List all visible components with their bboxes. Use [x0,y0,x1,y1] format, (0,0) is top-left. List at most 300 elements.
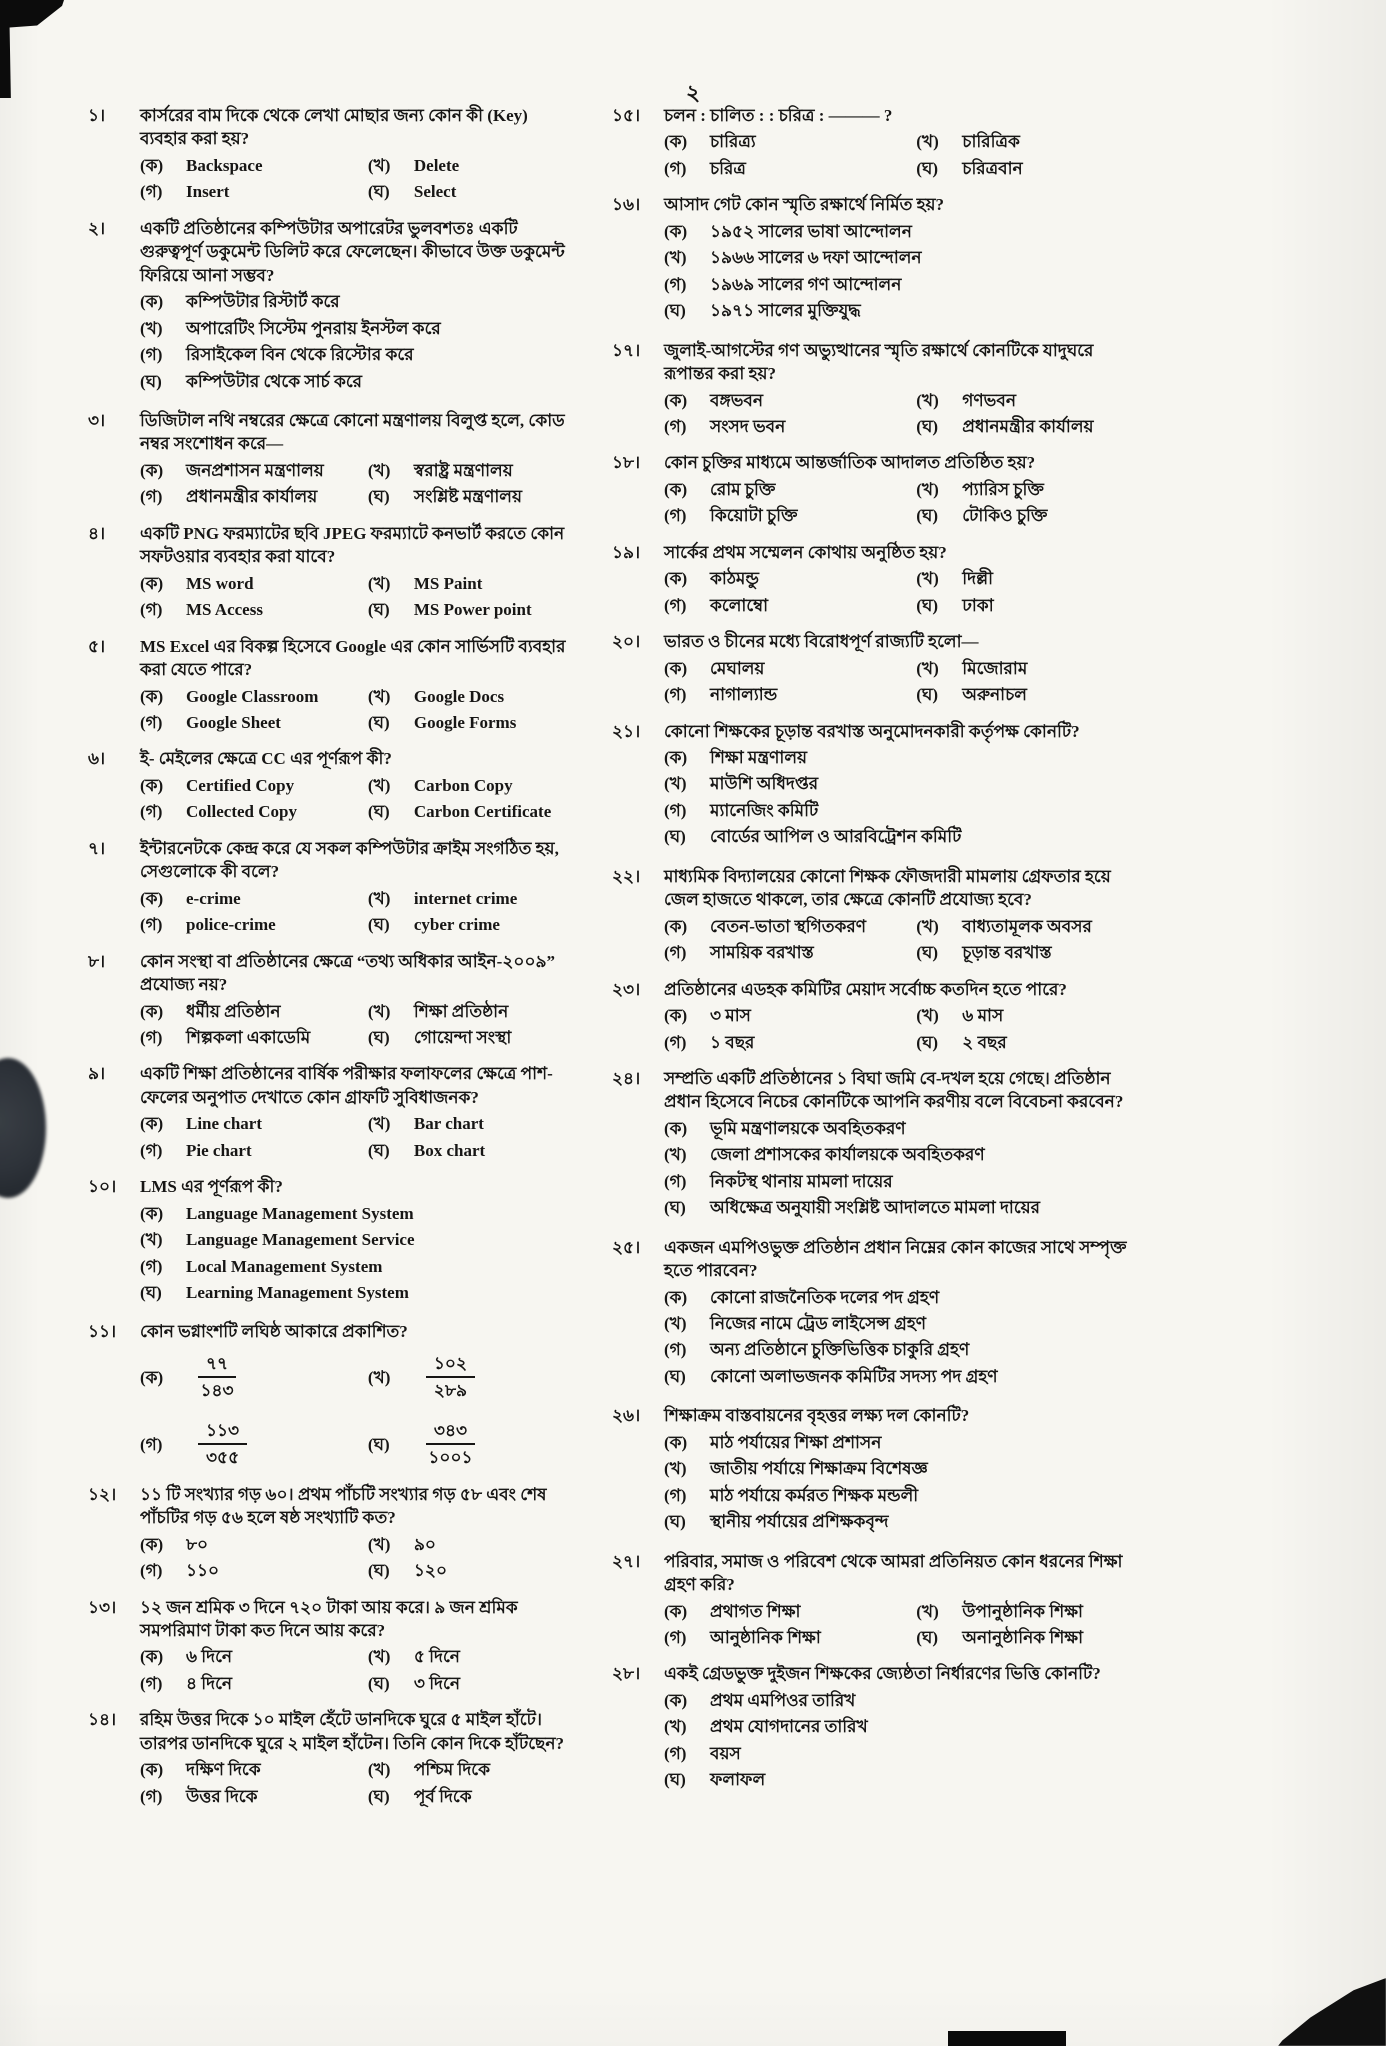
option-text: চরিত্র [710,158,746,178]
option-label: (খ) [367,686,391,706]
option [916,594,1140,617]
option-label: (গ) [140,487,163,507]
option-text: সাময়িক বরখাস্ত [710,943,814,963]
option [916,1600,1140,1623]
option-group [140,1112,570,1162]
option-text: MS Paint [413,573,483,593]
option-label: (ক) [664,569,688,589]
option-label: (খ) [367,1534,391,1554]
fraction [426,1419,475,1470]
option [664,1600,916,1623]
question-body [664,104,1140,180]
question-text: সার্কের প্রথম সম্মেলন কোথায় অনুষ্ঠিত হয়? [664,542,947,562]
option-group [664,478,1140,528]
option-text: Local Management System [186,1256,383,1276]
option-label: (ঘ) [664,1198,686,1218]
option-text: MS word [186,573,254,593]
question-body [664,865,1140,965]
option-text: Google Classroom [186,686,319,706]
option [368,913,570,936]
option-label: (গ) [140,1434,163,1454]
question [88,1320,570,1469]
option-text: ২ বছর [962,1032,1007,1052]
question [88,1708,570,1808]
option [140,1559,368,1582]
option [664,1170,1140,1193]
option [140,774,368,797]
question-text: কোন সংস্থা বা প্রতিষ্ঠানের ক্ষেত্রে “তথ্য অধিকার আইন-২০০৯” প্রযোজ্য নয়? [140,951,556,995]
option-text: ১৯৫২ সালের ভাষা আন্দোলন [710,221,912,241]
option-label: (খ) [916,569,939,589]
option [140,800,368,823]
question-number: ২৭। [612,1551,641,1571]
option-label: (গ) [664,1171,687,1191]
question [612,1550,1140,1650]
option-text: জাতীয় পর্যায়ে শিক্ষাক্রম বিশেষজ্ঞ [710,1459,928,1479]
option [368,1645,570,1668]
option-text: internet crime [413,888,518,908]
option-text: নিজের নামে ট্রেড লাইসেন্স গ্রহণ [710,1314,927,1334]
option [916,157,1140,180]
option-label: (ক) [664,658,688,678]
option [140,317,570,340]
question-number: ৬। [88,749,106,769]
option [368,887,570,910]
question-body [664,541,1140,617]
option [140,1785,368,1808]
option [664,1338,1140,1361]
question-body [664,1236,1140,1392]
fraction-denominator: ৩৫৫ [206,1448,240,1468]
option-text: চারিত্র্য [710,132,756,152]
option [140,1202,570,1225]
option-label: (ঘ) [367,712,390,732]
question-text: পরিবার, সমাজ ও পরিবেশ থেকে আমরা প্রতিনিয়ত কোন ধরনের শিক্ষা গ্রহণ করি? [664,1551,1123,1595]
question-number: ১১। [88,1322,117,1342]
option-text: মিজোরাম [962,658,1028,678]
option [664,1431,1140,1454]
question-body [664,1550,1140,1650]
option-label: (খ) [367,1760,391,1780]
option-label: (ঘ) [140,371,162,391]
option [664,389,916,412]
fraction-numerator: ১০২ [426,1352,475,1378]
option-text: Learning Management System [186,1283,409,1303]
option-label: (ঘ) [367,600,390,620]
option-label: (খ) [367,888,391,908]
option-text: রিসাইকেল বিন থেকে রিস্টোর করে [186,345,414,365]
fraction-numerator: ৭৭ [198,1352,236,1378]
option-label: (ঘ) [916,595,939,615]
question-number: ৭। [88,838,106,858]
option-text: বয়স [710,1743,741,1763]
option-label: (ক) [140,292,164,312]
option-label: (খ) [367,775,391,795]
option [368,459,570,482]
option [368,572,570,595]
option-text: ৬ দিনে [186,1647,233,1667]
question [88,1596,570,1696]
option-label: (ক) [140,686,164,706]
option-text: মেঘালয় [710,658,765,678]
option [916,941,1140,964]
option [368,1559,570,1582]
option [368,711,570,734]
question-text: ১২ জন শ্রমিক ৩ দিনে ৭২০ টাকা আয় করে। ৯ জন শ্রমিক সমপরিমাণ টাকা কত দিনে আয় করে? [140,1597,518,1641]
option-label: (ক) [140,460,164,480]
option-label: (গ) [140,712,163,732]
option [916,567,1140,590]
option [140,913,368,936]
option-label: (খ) [367,573,391,593]
option-text: Google Docs [413,686,505,706]
option [664,1742,1140,1765]
option-label: (ঘ) [916,1628,939,1648]
option-label: (খ) [367,1114,391,1134]
question-text: একটি শিক্ষা প্রতিষ্ঠানের বার্ষিক পরীক্ষার ফলাফলের ক্ষেত্রে পাশ-ফেলের অনুপাত দেখাতে কোন গ্রাফটি সুবিধাজনক? [140,1064,553,1107]
question-text: প্রতিষ্ঠানের এডহক কমিটির মেয়াদ সর্বোচ্চ কতদিন হতে পারে? [664,979,1067,999]
option-label: (ঘ) [916,685,939,705]
option-text: রোম চুক্তি [710,479,776,499]
option-group [664,1431,1140,1534]
option-group [664,220,1140,323]
question-text: একই গ্রেডভুক্ত দুইজন শিক্ষকের জ্যেষ্ঠতা নির্ধারণের ভিত্তি কোনটি? [664,1664,1101,1684]
option [368,685,570,708]
question [612,978,1140,1054]
option-group [140,1202,570,1305]
option-label: (ক) [140,1203,164,1223]
option-label: (ক) [664,479,688,499]
option-text: Line chart [186,1114,263,1134]
question-text: জুলাই-আগস্টের গণ অভ্যুত্থানের স্মৃতি রক্ষার্থে কোনটিকে যাদুঘরে রূপান্তর করা হয়? [664,340,1094,384]
option-text: Google Sheet [186,712,281,732]
option [140,1645,368,1668]
option-text: ৯০ [413,1534,436,1554]
option-text: ঢাকা [962,595,994,615]
option [664,1484,1140,1507]
option-label: (ক) [664,1118,688,1138]
question-body [664,193,1140,325]
question-number: ১৮। [612,453,641,473]
option [916,1031,1140,1054]
option-text: Select [413,182,457,202]
option [664,1312,1140,1335]
option [664,657,916,680]
option-label: (গ) [140,1140,163,1160]
option [664,1196,1140,1219]
option-label: (ঘ) [367,802,390,822]
option-text: চারিত্রিক [962,132,1020,152]
option [664,1715,1140,1738]
option-text: স্বরাষ্ট্র মন্ত্রণালয় [413,460,513,480]
option-text: ১৯৬৬ সালের ৬ দফা আন্দোলন [710,248,922,268]
question [88,409,570,509]
option-text: নাগাল্যান্ড [710,685,778,705]
question-body [664,1404,1140,1536]
question [88,635,570,735]
question-text: শিক্ষাক্রম বাস্তবায়নের বৃহত্তর লক্ষ্য দল কোনটি? [664,1406,970,1426]
option [368,1000,570,1023]
option-text: Box chart [413,1140,486,1160]
option-text: ৬ মাস [962,1006,1004,1026]
option-text: ফলাফল [710,1770,766,1790]
option-label: (ঘ) [916,158,939,178]
option [664,594,916,617]
option-label: (খ) [140,1230,163,1250]
option-text: ৮০ [186,1534,209,1554]
option-group [140,1533,570,1583]
question-number: ২। [88,218,106,238]
option-group [664,1600,1140,1650]
question-number: ২৫। [612,1237,641,1257]
option-label: (খ) [916,1006,939,1026]
option-label: (ঘ) [367,1027,390,1047]
option [368,1785,570,1808]
option [664,1457,1140,1480]
question [88,1483,570,1583]
option-text: পশ্চিম দিকে [413,1760,490,1780]
option [664,1626,916,1649]
option-label: (খ) [664,774,687,794]
option [664,1689,1140,1712]
option-text: Language Management System [186,1203,414,1223]
option-label: (খ) [664,1314,687,1334]
question-number: ৪। [88,523,106,543]
option [916,389,1140,412]
question-body [140,522,570,622]
option-label: (ঘ) [367,1561,390,1581]
page-number: ২ [685,80,701,105]
option [916,683,1140,706]
option-label: (খ) [367,1001,391,1021]
option-text: ১৯৬৯ সালের গণ আন্দোলন [710,274,902,294]
option-group [140,774,570,824]
option-label: (ঘ) [367,487,390,507]
option-group [664,1286,1140,1389]
option-group [664,657,1140,707]
question-text: সম্প্রতি একটি প্রতিষ্ঠানের ১ বিঘা জমি বে-দখল হয়ে গেছে। প্রতিষ্ঠান প্রধান হিসেবে নিচের কোনটিকে আপনি করণীয় বলে বিবেচনা করবেন? [664,1068,1124,1112]
option-text: অপারেটিং সিস্টেম পুনরায় ইনস্টল করে [186,318,441,338]
option-label: (খ) [664,248,687,268]
option-label: (খ) [664,1145,687,1165]
option-label: (ক) [140,1001,164,1021]
option [664,1004,916,1027]
question-text: ভারত ও চীনের মধ্যে বিরোধপূর্ণ রাজ্যটি হলো— [664,632,979,652]
option [140,1000,368,1023]
option [916,130,1140,153]
option-text: Carbon Copy [413,775,513,795]
option [140,1352,368,1403]
option-label: (ক) [140,1647,164,1667]
question-text: ১১ টি সংখ্যার গড় ৬০। প্রথম পাঁচটি সংখ্যার গড় ৫৮ এবং শেষ পাঁচটির গড় ৫৬ হলে ষষ্ঠ সংখ্যাটি কত? [140,1484,547,1528]
option [140,598,368,621]
option-text: জেলা প্রশাসকের কার্যালয়কে অবহিতকরণ [710,1145,985,1165]
fraction-numerator: ১১৩ [198,1419,247,1445]
option-label: (ক) [664,221,688,241]
option-text: চূড়ান্ত বরখাস্ত [962,943,1052,963]
question-text: চলন : চালিত : : চরিত্র : ——— ? [664,106,893,125]
option [916,657,1140,680]
question-text: MS Excel এর বিকল্প হিসেবে Google এর কোন সার্ভিসটি ব্যবহার করা যেতে পারে? [140,636,566,680]
question [612,1067,1140,1223]
option-label: (ঘ) [367,1786,390,1806]
option-text: অরুনাচল [962,685,1027,705]
option-text: দক্ষিণ দিকে [186,1760,261,1780]
question-number: ২৪। [612,1068,641,1088]
option-label: (ক) [140,573,164,593]
option-text: শিল্পকলা একাডেমি [186,1027,311,1047]
option-label: (গ) [140,1786,163,1806]
option-label: (গ) [140,802,163,822]
option [140,1228,570,1251]
option-text: Pie chart [186,1140,252,1160]
option-text: অন্য প্রতিষ্ঠানে চুক্তিভিত্তিক চাকুরি গ্রহণ [710,1340,970,1360]
question-number: ১৬। [612,195,641,215]
option-text: প্রথাগত শিক্ষা [710,1601,801,1621]
option-text: ১ বছর [710,1032,755,1052]
question-body [140,409,570,509]
option-text: প্রথম যোগদানের তারিখ [710,1717,868,1737]
option-label: (খ) [367,1647,391,1667]
option [664,246,1140,269]
option-text: মাঠ পর্যায়ের শিক্ষা প্রশাসন [710,1432,882,1452]
option [664,567,916,590]
option [368,1026,570,1049]
option [664,1365,1140,1388]
option [140,180,368,203]
option-text: অনানুষ্ঠানিক শিক্ষা [962,1628,1083,1648]
option-label: (গ) [664,595,687,615]
question-body [140,1175,570,1307]
option [368,1139,570,1162]
option-text: আনুষ্ঠানিক শিক্ষা [710,1628,821,1648]
question [612,541,1140,617]
option-label: (ক) [664,1690,688,1710]
option-text: cyber crime [413,915,500,935]
option [140,370,570,393]
option-label: (গ) [664,416,687,436]
option-label: (খ) [916,658,939,678]
question-body [664,1067,1140,1223]
option-label: (ক) [664,1432,688,1452]
option-label: (ক) [140,1114,164,1134]
option [664,825,1140,848]
option-group [140,572,570,622]
option-label: (ঘ) [664,1512,686,1532]
option-text: Delete [413,155,460,175]
option-label: (গ) [140,182,163,202]
option-label: (গ) [664,506,687,526]
question-number: ৫। [88,636,106,656]
option-text: MS Power point [413,600,532,620]
option [140,1533,368,1556]
option [664,273,1140,296]
question-column-right [612,104,1140,1808]
option-group [140,1000,570,1050]
option [140,1281,570,1304]
option-label: (গ) [140,1256,163,1276]
question [88,950,570,1050]
option-group [140,685,570,735]
option [140,459,368,482]
option [916,415,1140,438]
option-label: (গ) [664,1032,687,1052]
option [664,1286,1140,1309]
question-number: ১৭। [612,340,641,360]
question-body [664,1662,1140,1794]
option-text: ৩ দিনে [413,1673,460,1693]
question-text: কোন ভগ্নাংশটি লঘিষ্ঠ আকারে প্রকাশিত? [140,1322,408,1342]
option-label: (ঘ) [664,1770,686,1790]
option [368,1533,570,1556]
option-text: কিয়োটা চুক্তি [710,506,798,526]
option [140,1139,368,1162]
option-text: কলোম্বো [710,595,769,615]
question-text: আসাদ গেট কোন স্মৃতি রক্ষার্থে নির্মিত হয়? [664,195,945,215]
question-text: একটি প্রতিষ্ঠানের কম্পিউটার অপারেটর ভুলবশতঃ একটি গুরুত্বপূর্ণ ডকুমেন্ট ডিলিট করে ফেলেছেন। কীভাবে উক্ত ডকুমেন্ট ফিরিয়ে আনা সম্ভব? [140,218,565,285]
fraction [426,1352,475,1403]
question [88,747,570,823]
question-body [140,1062,570,1162]
option-label: (গ) [664,800,687,820]
option [140,343,570,366]
question [612,865,1140,965]
option [368,1352,570,1403]
option-text: Certified Copy [186,775,295,795]
option [916,504,1140,527]
option [664,1768,1140,1791]
question-text: LMS এর পূর্ণরূপ কী? [140,1177,283,1197]
scan-bottom-corner-artifact [1278,1978,1386,2046]
option-text: বেতন-ভাতা স্থগিতকরণ [710,916,866,936]
question-body [140,837,570,937]
option [664,220,1140,243]
question-column-left [88,104,570,1821]
option [664,157,916,180]
question-body [140,1708,570,1808]
option-text: কম্পিউটার রিস্টার্ট করে [186,292,340,312]
question-text: ই- মেইলের ক্ষেত্রে CC এর পূর্ণরূপ কী? [140,749,392,769]
question [88,837,570,937]
fraction [198,1352,236,1403]
question-text: কোন চুক্তির মাধ্যমে আন্তর্জাতিক আদালত প্রতিষ্ঠিত হয়? [664,453,1036,473]
question-number: ১। [88,106,106,125]
question [612,1662,1140,1794]
option-text: ৫ দিনে [413,1647,460,1667]
option [368,1672,570,1695]
question-body [140,1483,570,1583]
option-text: ম্যানেজিং কমিটি [710,800,819,820]
option-text: Insert [186,182,230,202]
option [140,154,368,177]
option [368,1758,570,1781]
question-number: ২১। [612,721,641,741]
option-group [140,1645,570,1695]
option-text: ১১০ [186,1561,220,1581]
option-label: (গ) [140,1027,163,1047]
option-label: (ঘ) [367,1673,390,1693]
option-text: police-crime [186,915,276,935]
question-body [140,104,570,204]
option-text: Bar chart [413,1114,484,1134]
option-text: উপানুষ্ঠানিক শিক্ষা [962,1601,1083,1621]
option [140,1255,570,1278]
option [140,685,368,708]
option-text: স্থানীয় পর্যায়ের প্রশিক্ষকবৃন্দ [710,1512,889,1532]
scan-bottom-bar-artifact [948,2031,1066,2046]
option-text: নিকটস্থ থানায় মামলা দায়ের [710,1171,893,1191]
option-text: অধিক্ষেত্র অনুযায়ী সংশ্লিষ্ট আদালতে মামলা দায়ের [710,1198,1041,1218]
